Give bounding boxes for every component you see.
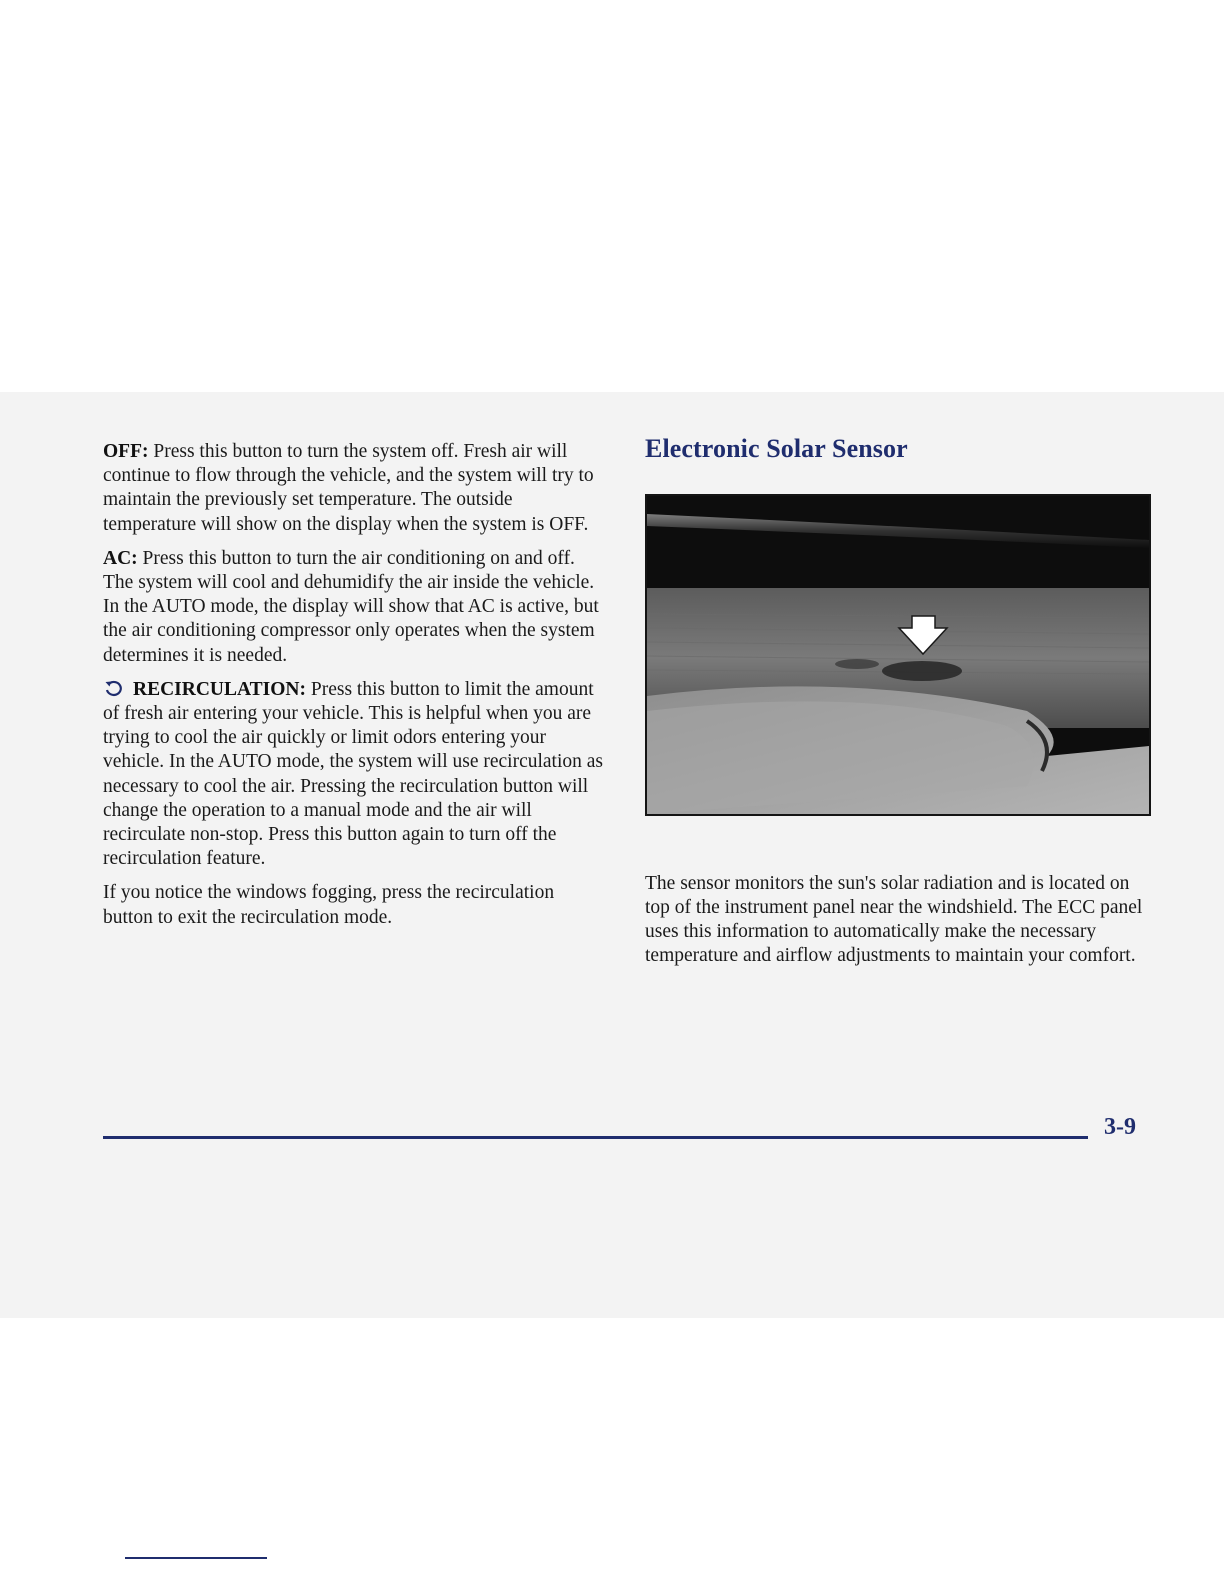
- recirculation-paragraph: [103, 678, 608, 872]
- off-description: Press this button to turn the system off. Fresh air will continue to flow through the vehicle, and the system will try to maintain the previously set temperature. The outside temperature will show on the display when the system is OFF.: [103, 441, 594, 535]
- fogging-note: If you notice the windows fogging, press the recirculation button to exit the recirculation mode.: [103, 882, 555, 928]
- right-column: [645, 434, 1150, 464]
- sensor-caption: The sensor monitors the sun's solar radiation and is located on top of the instrument panel near the windshield. The ECC panel uses this information to automatically make the necessary temperature and airflow adjustments to maintain your comfort.: [645, 872, 1143, 967]
- off-term: OFF:: [103, 441, 149, 462]
- recirculation-icon: [103, 679, 125, 697]
- ac-description: Press this button to turn the air conditioning on and off. The system will cool and dehumidify the air inside the vehicle. In the AUTO mode, the display will show that AC is active, but the air conditioning compressor only operates when the system determines it is needed.: [103, 547, 599, 666]
- ac-paragraph: [103, 547, 608, 668]
- section-title: Electronic Solar Sensor: [645, 434, 908, 463]
- off-paragraph: [103, 440, 608, 537]
- page-number: 3-9: [1104, 1114, 1136, 1140]
- left-column: [103, 440, 608, 940]
- footer-rule: [103, 1136, 1088, 1139]
- bottom-rule: [125, 1557, 267, 1559]
- solar-sensor-photo: [645, 494, 1151, 816]
- recirculation-term: RECIRCULATION:: [133, 678, 306, 700]
- recirculation-description: Press this button to limit the amount of fresh air entering your vehicle. This is helpful when you are trying to cool the air quickly or limit odors entering your vehicle. In the AUTO mode, the system will use recirculation as necessary to cool the air. Pressing the recirculation button will change the operation to a manual mode and the air will recirculate non-stop. Press this button again to turn off the recirculation feature.: [103, 678, 604, 870]
- ac-term: AC:: [103, 547, 138, 569]
